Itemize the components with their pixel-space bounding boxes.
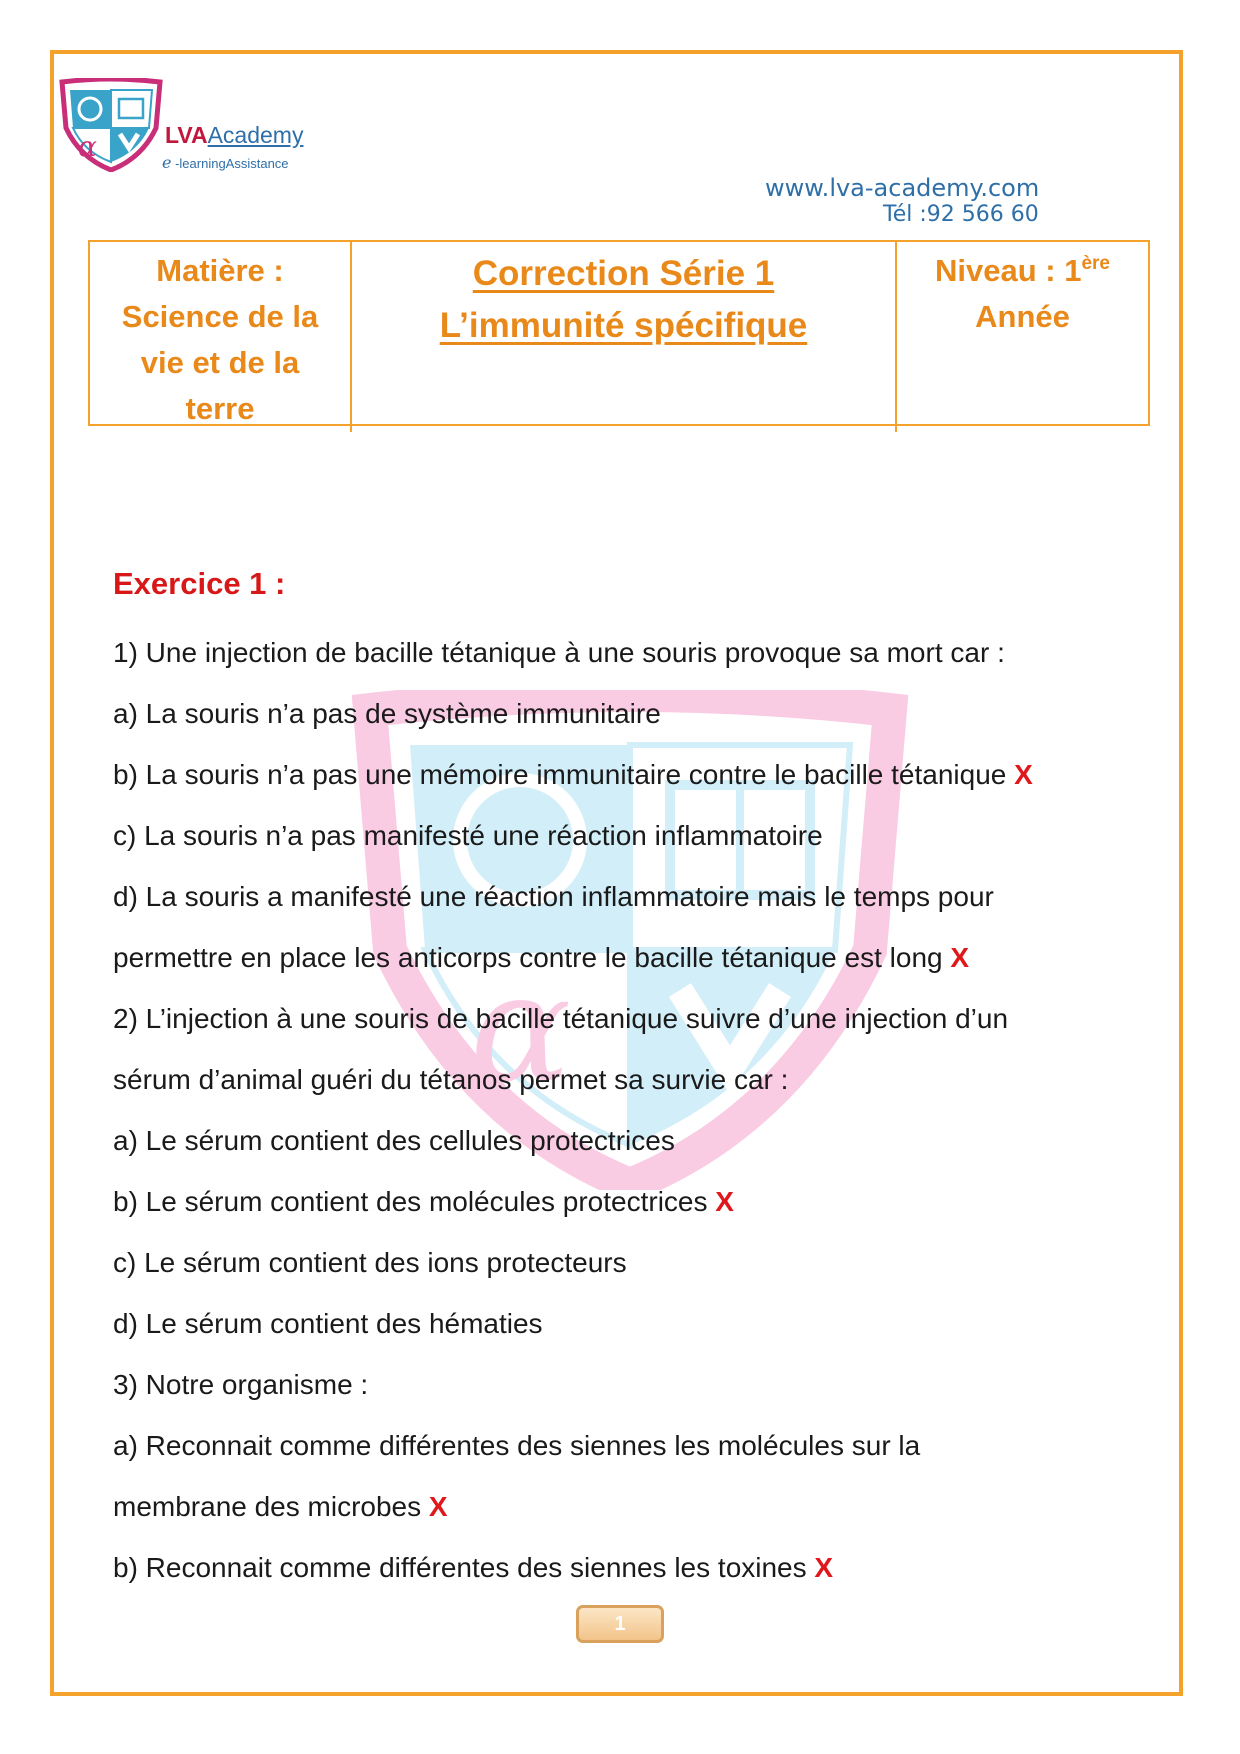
answer-mark: X xyxy=(1014,759,1033,790)
subject-line: terre xyxy=(185,391,255,426)
exercise-line-text: 1) Une injection de bacille tétanique à une souris provoque sa mort car : xyxy=(113,637,1005,668)
exercise-line-text: d) Le sérum contient des hématies xyxy=(113,1308,543,1339)
exercise-line xyxy=(113,988,1133,1049)
answer-mark: X xyxy=(428,1491,448,1522)
title-cell xyxy=(352,242,897,432)
exercise-line xyxy=(113,866,1133,927)
exercise-title: Exercice 1 : xyxy=(113,566,286,601)
exercise-line xyxy=(113,683,1133,744)
exercise-line xyxy=(113,622,1133,683)
exercise-line xyxy=(113,1049,1133,1110)
lva-shield-logo-icon xyxy=(58,78,164,172)
exercise-line-text: sérum d’animal guéri du tétanos permet sa survie car : xyxy=(113,1064,789,1095)
level-line xyxy=(897,248,1148,294)
subject-line: vie et de la xyxy=(140,345,300,380)
brand-lva: LVA xyxy=(165,122,208,148)
exercise-line xyxy=(113,1537,1133,1598)
exercise-line-text: permettre en place les anticorps contre le bacille tétanique est long xyxy=(113,942,943,973)
exercise-line xyxy=(113,1171,1133,1232)
exercise-line-text: membrane des microbes xyxy=(113,1491,422,1522)
exercise-line xyxy=(113,744,1133,805)
page-number: 1 xyxy=(576,1605,664,1643)
exercise-line xyxy=(113,1110,1133,1171)
document-title: Correction Série 1 xyxy=(472,254,775,293)
exercise-line-text: b) Reconnait comme différentes des siennes les toxines xyxy=(113,1552,807,1583)
exercise-line xyxy=(113,1232,1133,1293)
header-table xyxy=(88,240,1150,426)
answer-mark: X xyxy=(814,1552,834,1583)
exercise-lines xyxy=(113,622,1133,1598)
level-year: Année xyxy=(975,299,1070,334)
exercise-line xyxy=(113,927,1133,988)
exercise-line-text: a) Reconnait comme différentes des siennes les molécules sur la xyxy=(113,1430,921,1461)
exercise-line-text: 3) Notre organisme : xyxy=(113,1369,369,1400)
exercise-line xyxy=(113,1415,1133,1476)
level-prefix: Niveau : 1 xyxy=(935,253,1082,288)
exercise-line-text: b) La souris n’a pas une mémoire immunitaire contre le bacille tétanique xyxy=(113,759,1007,790)
level-cell xyxy=(897,242,1148,432)
brand-academy: Academy xyxy=(207,122,304,148)
level-superscript: ère xyxy=(1081,253,1110,274)
phone-number: Tél :92 566 60 xyxy=(883,202,1039,227)
brand-tagline-text: -learningAssistance xyxy=(175,156,289,171)
exercise-line-text: a) Le sérum contient des cellules protectrices xyxy=(113,1125,675,1156)
answer-mark: X xyxy=(715,1186,734,1217)
exercise-line-text: c) Le sérum contient des ions protecteurs xyxy=(113,1247,627,1278)
exercise-line xyxy=(113,805,1133,866)
exercise-line-text: c) La souris n’a pas manifesté une réaction inflammatoire xyxy=(113,820,823,851)
document-subtitle: L’immunité spécifique xyxy=(439,306,808,345)
brand-tagline xyxy=(162,153,289,172)
exercise-line xyxy=(113,1293,1133,1354)
subject-line: Matière : xyxy=(156,253,284,288)
answer-mark: X xyxy=(950,942,970,973)
brand-name xyxy=(165,122,303,149)
subject-line: Science de la xyxy=(121,299,319,334)
brand-tagline-e: e xyxy=(162,153,172,172)
subject-cell xyxy=(90,242,352,432)
svg-text:α: α xyxy=(470,942,572,1116)
exercise-line xyxy=(113,1476,1133,1537)
exercise-line-text: 2) L’injection à une souris de bacille tétanique suivre d’une injection d’un xyxy=(113,1003,1009,1034)
website-link[interactable]: www.lva-academy.com xyxy=(765,174,1040,202)
svg-text:α: α xyxy=(78,130,97,163)
exercise-line-text: b) Le sérum contient des molécules protectrices xyxy=(113,1186,708,1217)
exercise-line-text: d) La souris a manifesté une réaction inflammatoire mais le temps pour xyxy=(113,881,994,912)
exercise-line-text: a) La souris n’a pas de système immunitaire xyxy=(113,698,661,729)
exercise-line xyxy=(113,1354,1133,1415)
